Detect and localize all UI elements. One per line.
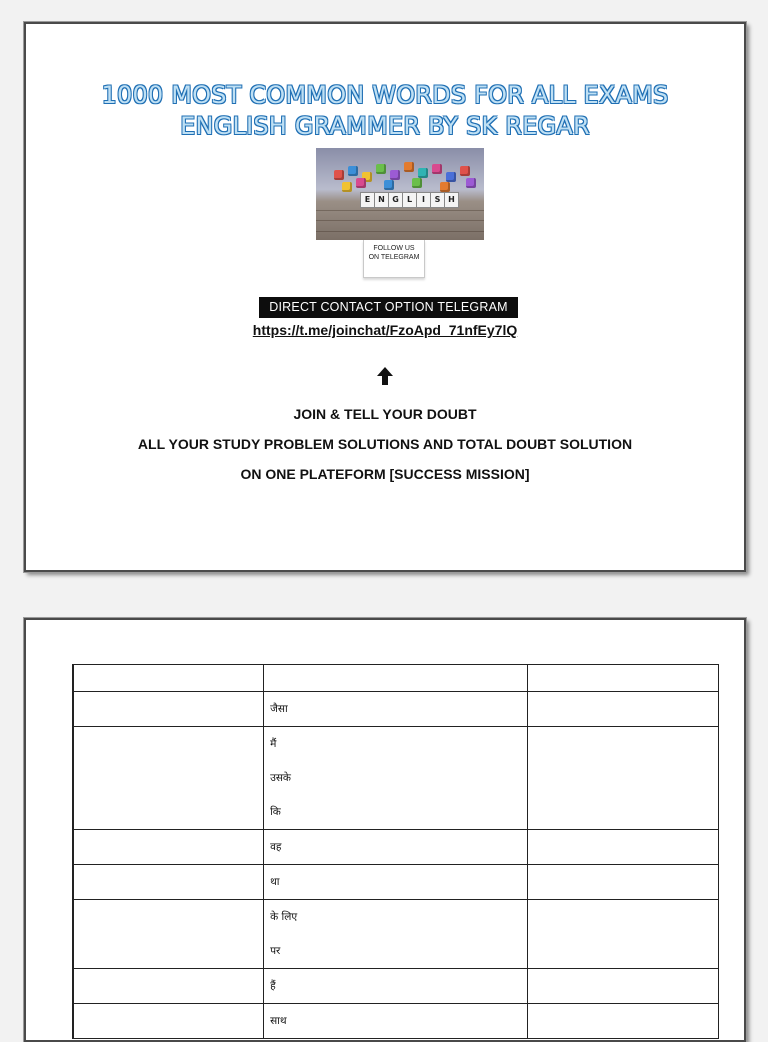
hindi-word: के लिए	[270, 911, 298, 923]
table-row	[73, 727, 719, 830]
english-word-cell	[73, 1004, 264, 1039]
hindi-word: उसके	[270, 772, 291, 784]
english-word-cell	[73, 692, 264, 727]
extra-cell	[527, 1004, 718, 1039]
hindi-word: जैसा	[270, 703, 288, 715]
table-row	[73, 969, 719, 1004]
english-word-cell	[73, 830, 264, 865]
hindi-word: पर	[270, 945, 281, 957]
follow-line-2: ON TELEGRAM	[368, 254, 420, 261]
contact-label: DIRECT CONTACT OPTION TELEGRAM	[259, 297, 518, 318]
hindi-meaning-cell	[264, 900, 528, 969]
word-table	[72, 664, 719, 1039]
hindi-word: था	[270, 876, 280, 888]
word-table-page	[24, 618, 746, 1042]
extra-cell	[527, 830, 718, 865]
extra-cell	[527, 865, 718, 900]
english-word-cell	[73, 665, 264, 692]
hindi-word: हैं	[270, 980, 276, 992]
table-row	[73, 900, 719, 969]
table-row	[73, 1004, 719, 1039]
image-caption-letters: E N G L I S H	[360, 192, 450, 208]
join-line: JOIN & TELL YOUR DOUBT	[293, 406, 477, 422]
follow-telegram-button[interactable]	[363, 240, 425, 278]
extra-cell	[527, 665, 718, 692]
english-word-cell	[73, 727, 264, 830]
telegram-link[interactable]: https://t.me/joinchat/FzoApd_71nfEy7lQ	[252, 322, 518, 338]
hindi-meaning-cell	[264, 727, 528, 830]
platform-line: ON ONE PLATEFORM [SUCCESS MISSION]	[240, 466, 530, 482]
table-row	[73, 865, 719, 900]
hindi-meaning-cell	[264, 865, 528, 900]
extra-cell	[527, 692, 718, 727]
hindi-word: मैं	[270, 738, 277, 750]
solutions-line: ALL YOUR STUDY PROBLEM SOLUTIONS AND TOTAL DOUBT SOLUTION	[137, 436, 633, 452]
hindi-meaning-cell	[264, 830, 528, 865]
hindi-meaning-cell	[264, 1004, 528, 1039]
document-title: 1000 MOST COMMON WORDS FOR ALL EXAMS	[101, 81, 669, 109]
hindi-meaning-cell	[264, 692, 528, 727]
hindi-meaning-cell	[264, 969, 528, 1004]
hindi-word: कि	[270, 806, 281, 818]
up-arrow-icon	[376, 366, 394, 386]
english-word-cell	[73, 900, 264, 969]
extra-cell	[527, 727, 718, 830]
english-word-cell	[73, 969, 264, 1004]
hindi-word: वह	[270, 841, 282, 853]
english-word-cell	[73, 865, 264, 900]
table-row	[73, 692, 719, 727]
hindi-word: साथ	[270, 1015, 287, 1027]
extra-cell	[527, 969, 718, 1004]
cover-page	[24, 22, 746, 572]
english-cubes-photo	[316, 148, 484, 240]
hindi-meaning-cell	[264, 665, 528, 692]
document-subtitle: ENGLISH GRAMMER BY SK REGAR	[180, 112, 590, 140]
extra-cell	[527, 900, 718, 969]
table-row	[73, 830, 719, 865]
follow-line-1: FOLLOW US	[373, 245, 415, 252]
table-row	[73, 665, 719, 692]
